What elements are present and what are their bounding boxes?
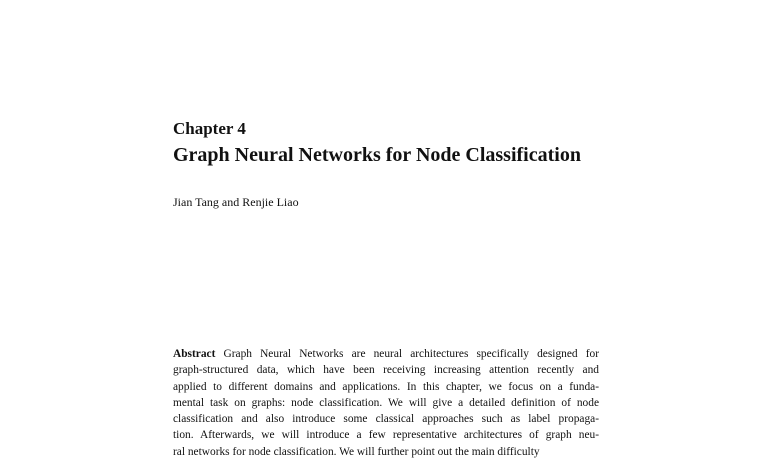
chapter-label: Chapter 4 <box>173 119 246 138</box>
abstract-block <box>173 346 599 458</box>
abstract-line-2: graph-structured data, which have been receiving increasing attention recently and <box>173 364 599 377</box>
abstract-line-4: mental task on graphs: node classification. We will give a detailed definition of node <box>173 396 599 409</box>
abstract-line-6: tion. Afterwards, we will introduce a few representative architectures of graph neu- <box>173 429 599 442</box>
abstract-line-7: ral networks for node classification. We will further point out the main difficulty <box>173 445 540 458</box>
abstract-heading: Abstract <box>173 348 216 360</box>
abstract-line-1 <box>173 346 599 362</box>
chapter-title: Graph Neural Networks for Node Classification <box>173 144 581 166</box>
abstract-line-3: applied to different domains and applications. In this chapter, we focus on a funda- <box>173 380 599 393</box>
chapter-authors: Jian Tang and Renjie Liao <box>173 195 299 209</box>
abstract-line-5: classification and also introduce some classical approaches such as label propaga- <box>173 413 599 426</box>
abstract-line-1-text: Graph Neural Networks are neural architectures specifically designed for <box>215 348 599 360</box>
